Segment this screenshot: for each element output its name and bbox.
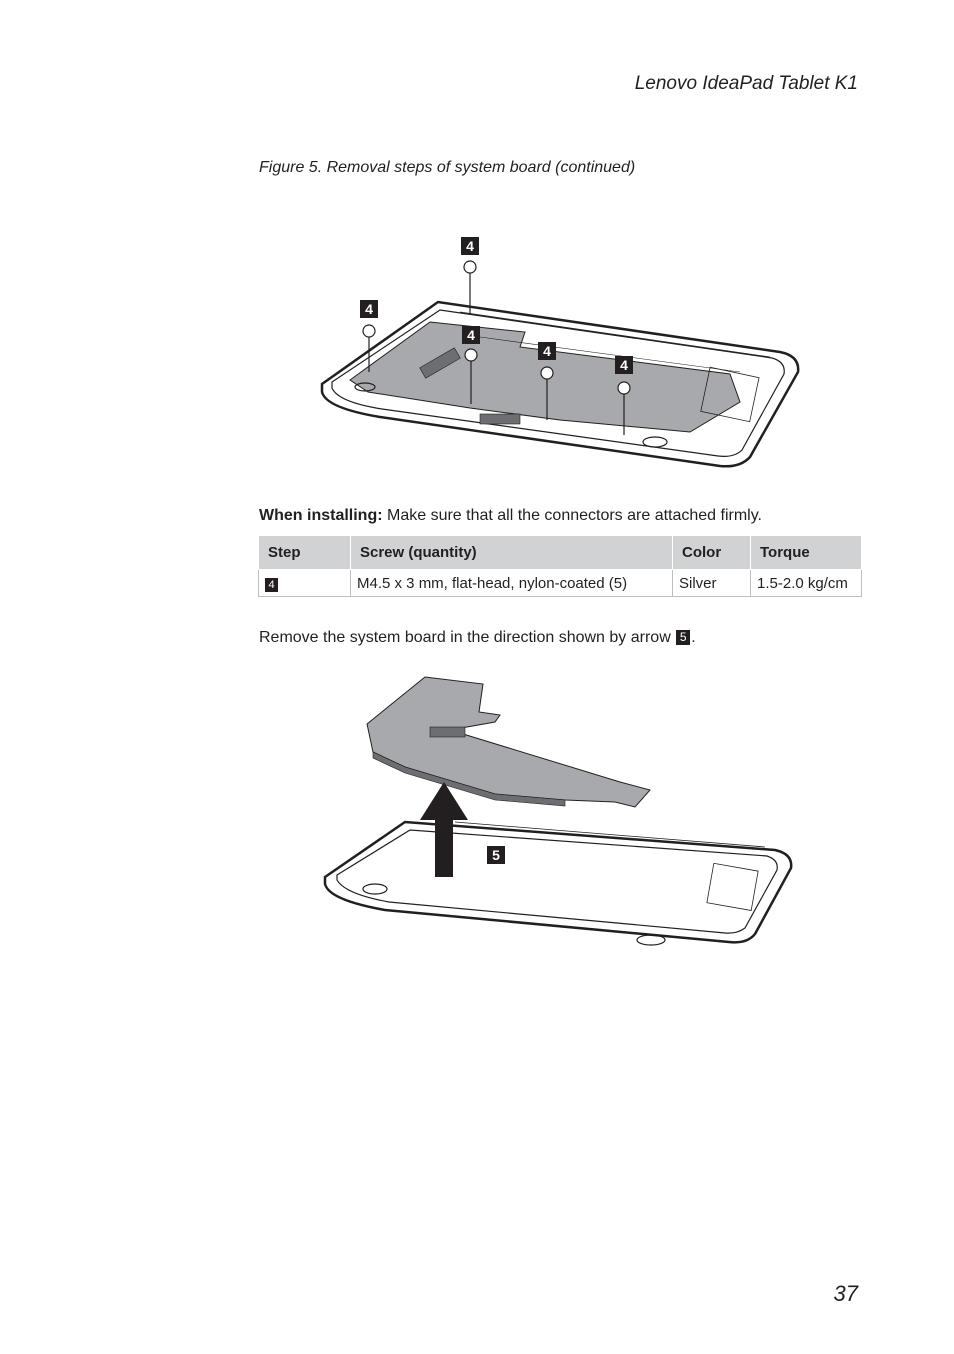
page-number: 37 (833, 1281, 858, 1306)
removal-instruction (259, 629, 696, 647)
callout-label: 4 (543, 343, 551, 359)
column-header-step: Step (259, 536, 351, 570)
callout-label: 5 (492, 847, 500, 863)
step-badge: 4 (265, 578, 278, 592)
screw-table (258, 535, 862, 597)
instruction-text: Remove the system board in the direction shown by arrow (259, 629, 671, 646)
cell-step (259, 570, 351, 597)
document-header-title: Lenovo IdeaPad Tablet K1 (634, 73, 858, 94)
installing-note (259, 507, 762, 525)
system-board-screws-illustration (310, 232, 810, 477)
cell-torque: 1.5-2.0 kg/cm (751, 570, 862, 597)
figure-caption: Figure 5. Removal steps of system board (continued) (259, 159, 636, 176)
table-header-row (259, 536, 862, 570)
installing-label: When installing: (259, 507, 383, 524)
cell-color: Silver (673, 570, 751, 597)
callout-label: 4 (365, 301, 373, 317)
step-badge: 5 (676, 630, 690, 645)
callout-label: 4 (620, 357, 628, 373)
callout-label: 4 (466, 238, 474, 254)
system-board-removal-illustration (315, 672, 805, 972)
table-row (259, 570, 862, 597)
column-header-color: Color (673, 536, 751, 570)
cell-screw: M4.5 x 3 mm, flat-head, nylon-coated (5) (351, 570, 673, 597)
column-header-torque: Torque (751, 536, 862, 570)
callout-label: 4 (467, 327, 475, 343)
instruction-end: . (691, 629, 696, 646)
column-header-screw: Screw (quantity) (351, 536, 673, 570)
installing-text: Make sure that all the connectors are attached firmly. (387, 507, 762, 524)
